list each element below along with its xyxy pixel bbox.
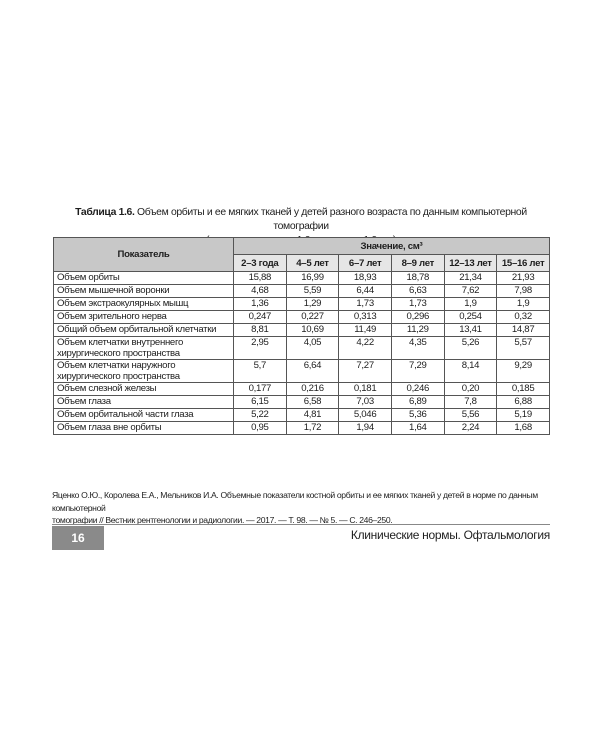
row-label: Общий объем орбитальной клетчатки <box>54 324 234 337</box>
row-label: Объем орбиты <box>54 272 234 285</box>
value-cell: 0,216 <box>286 383 339 396</box>
age-group-header: 4–5 лет <box>286 255 339 272</box>
value-cell: 14,87 <box>497 324 550 337</box>
value-cell: 6,89 <box>391 396 444 409</box>
value-cell: 0,95 <box>234 422 287 435</box>
value-cell: 11,49 <box>339 324 392 337</box>
value-cell: 21,93 <box>497 272 550 285</box>
reference-line-1: Яценко О.Ю., Королева Е.А., Мельников И.А. Объемные показатели костной орбиты и ее мягких тканей у детей в норме по данным компьютерной <box>52 490 538 513</box>
row-label: Объем глаза вне орбиты <box>54 422 234 435</box>
age-group-header: 6–7 лет <box>339 255 392 272</box>
row-label: Объем экстраокулярных мышц <box>54 298 234 311</box>
value-cell: 8,14 <box>444 360 497 383</box>
value-cell: 5,22 <box>234 409 287 422</box>
table-row <box>54 383 550 396</box>
value-cell: 4,35 <box>391 337 444 360</box>
value-cell: 1,68 <box>497 422 550 435</box>
value-cell: 8,81 <box>234 324 287 337</box>
value-cell: 9,29 <box>497 360 550 383</box>
value-cell: 5,19 <box>497 409 550 422</box>
value-cell: 6,64 <box>286 360 339 383</box>
table-row <box>54 272 550 285</box>
value-cell: 11,29 <box>391 324 444 337</box>
value-cell: 18,93 <box>339 272 392 285</box>
value-cell: 15,88 <box>234 272 287 285</box>
age-group-header: 15–16 лет <box>497 255 550 272</box>
value-cell: 0,185 <box>497 383 550 396</box>
value-cell: 18,78 <box>391 272 444 285</box>
value-cell: 7,29 <box>391 360 444 383</box>
value-cell: 1,36 <box>234 298 287 311</box>
value-cell: 0,247 <box>234 311 287 324</box>
value-cell: 0,246 <box>391 383 444 396</box>
table-row <box>54 311 550 324</box>
value-cell: 0,181 <box>339 383 392 396</box>
row-label: Объем орбитальной части глаза <box>54 409 234 422</box>
value-header: Значение, см³ <box>234 238 550 255</box>
caption-line-1 <box>52 206 550 234</box>
value-cell: 1,29 <box>286 298 339 311</box>
value-cell: 7,62 <box>444 285 497 298</box>
table-row <box>54 396 550 409</box>
footer-rule <box>52 524 550 525</box>
value-cell: 1,9 <box>444 298 497 311</box>
value-cell: 7,03 <box>339 396 392 409</box>
page-number: 16 <box>52 526 104 550</box>
value-cell: 0,32 <box>497 311 550 324</box>
value-cell: 0,254 <box>444 311 497 324</box>
value-cell: 2,24 <box>444 422 497 435</box>
orbit-volume-table <box>53 237 550 435</box>
value-cell: 1,73 <box>339 298 392 311</box>
value-cell: 0,313 <box>339 311 392 324</box>
running-title: Клинические нормы. Офтальмология <box>350 528 550 542</box>
row-label: Объем мышечной воронки <box>54 285 234 298</box>
value-cell: 0,296 <box>391 311 444 324</box>
value-cell: 4,68 <box>234 285 287 298</box>
value-cell: 10,69 <box>286 324 339 337</box>
value-cell: 6,88 <box>497 396 550 409</box>
value-cell: 21,34 <box>444 272 497 285</box>
value-cell: 1,72 <box>286 422 339 435</box>
value-cell: 0,20 <box>444 383 497 396</box>
age-group-header: 2–3 года <box>234 255 287 272</box>
value-cell: 4,22 <box>339 337 392 360</box>
table-row <box>54 298 550 311</box>
table-row <box>54 360 550 383</box>
row-label: Объем клетчатки внутреннего хирургического пространства <box>54 337 234 360</box>
age-group-header: 8–9 лет <box>391 255 444 272</box>
caption-prefix: Таблица 1.6. <box>75 207 135 218</box>
value-cell: 0,177 <box>234 383 287 396</box>
value-cell: 5,046 <box>339 409 392 422</box>
value-cell: 1,9 <box>497 298 550 311</box>
indicator-header: Показатель <box>54 238 234 272</box>
value-cell: 7,27 <box>339 360 392 383</box>
value-cell: 13,41 <box>444 324 497 337</box>
row-label: Объем слезной железы <box>54 383 234 396</box>
value-cell: 5,26 <box>444 337 497 360</box>
row-label: Объем глаза <box>54 396 234 409</box>
table-row <box>54 285 550 298</box>
value-cell: 6,44 <box>339 285 392 298</box>
value-cell: 0,227 <box>286 311 339 324</box>
age-group-header: 12–13 лет <box>444 255 497 272</box>
reference-line-2: томографии // Вестник рентгенологии и радиологии. — 2017. — Т. 98. — № 5. — С. 246–250. <box>52 515 393 525</box>
reference-citation <box>52 489 552 527</box>
value-cell: 1,94 <box>339 422 392 435</box>
value-cell: 6,58 <box>286 396 339 409</box>
value-cell: 1,73 <box>391 298 444 311</box>
value-cell: 4,05 <box>286 337 339 360</box>
caption-title: Объем орбиты и ее мягких тканей у детей разного возраста по данным компьютерной томографии <box>137 207 527 232</box>
value-cell: 7,8 <box>444 396 497 409</box>
table-row <box>54 409 550 422</box>
value-cell: 6,63 <box>391 285 444 298</box>
value-cell: 5,59 <box>286 285 339 298</box>
value-cell: 16,99 <box>286 272 339 285</box>
value-cell: 5,57 <box>497 337 550 360</box>
value-cell: 4,81 <box>286 409 339 422</box>
table-row <box>54 324 550 337</box>
value-cell: 5,56 <box>444 409 497 422</box>
value-cell: 2,95 <box>234 337 287 360</box>
value-cell: 7,98 <box>497 285 550 298</box>
table-row <box>54 422 550 435</box>
value-cell: 5,7 <box>234 360 287 383</box>
value-cell: 5,36 <box>391 409 444 422</box>
value-cell: 1,64 <box>391 422 444 435</box>
row-label: Объем клетчатки наружного хирургического пространства <box>54 360 234 383</box>
table-row <box>54 337 550 360</box>
row-label: Объем зрительного нерва <box>54 311 234 324</box>
value-cell: 6,15 <box>234 396 287 409</box>
